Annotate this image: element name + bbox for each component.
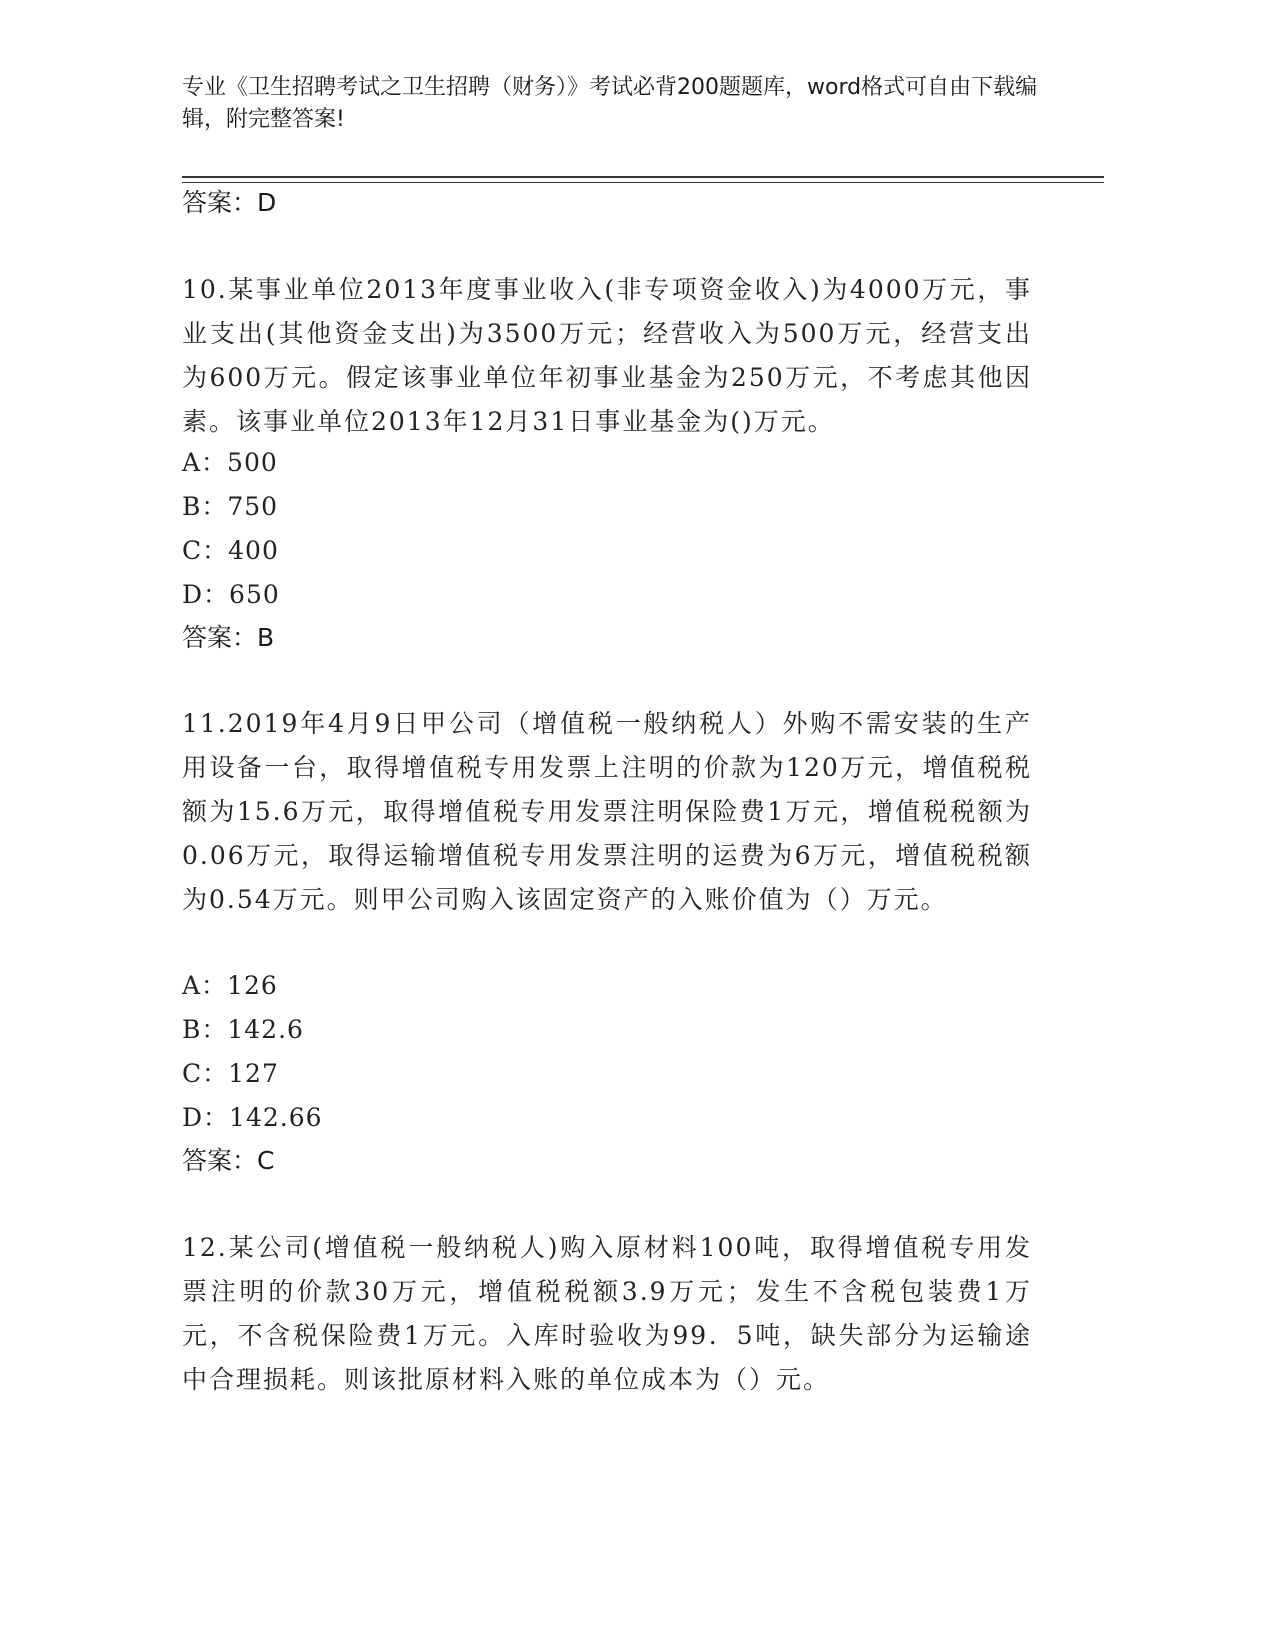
question-10-option-d: D：650 — [182, 580, 280, 609]
question-12-text: 12.某公司(增值税一般纳税人)购入原材料100吨，取得增值税专用发票注明的价款30万元，增值税税额3.9万元；发生不含税包装费1万元，不含税保险费1万元。入库时验收为99．5吨，缺失部分为运输途中合理损耗。则该批原材料入账的单位成本为（）元。 — [182, 1233, 1032, 1394]
question-10-option-b: B：750 — [182, 492, 279, 521]
header-divider-secondary — [182, 182, 1104, 183]
question-10-answer: 答案：B — [182, 623, 275, 652]
header-divider — [182, 176, 1104, 178]
question-11-option-d: D：142.66 — [182, 1103, 323, 1132]
question-10-option-a: A：500 — [182, 448, 278, 477]
question-10-option-c: C：400 — [182, 536, 279, 565]
question-11-option-c: C：127 — [182, 1059, 279, 1088]
answer-prev: 答案：D — [182, 188, 277, 217]
question-11-answer: 答案：C — [182, 1146, 275, 1175]
question-11-option-a: A：126 — [182, 971, 278, 1000]
question-10-text: 10.某事业单位2013年度事业收入(非专项资金收入)为4000万元，事业支出(其他资金支出)为3500万元；经营收入为500万元，经营支出为600万元。假定该事业单位年初事业基金为250万元，不考虑其他因素。该事业单位2013年12月31日事业基金为()万元。 — [182, 275, 1032, 436]
question-11-text: 11.2019年4月9日甲公司（增值税一般纳税人）外购不需安装的生产用设备一台，取得增值税专用发票上注明的价款为120万元，增值税税额为15.6万元，取得增值税专用发票注明保险费1万元，增值税税额为0.06万元，取得运输增值税专用发票注明的运费为6万元，增值税税额为0.54万元。则甲公司购入该固定资产的入账价值为（）万元。 — [182, 709, 1032, 914]
question-11-option-b: B：142.6 — [182, 1015, 304, 1044]
page-header-text: 专业《卫生招聘考试之卫生招聘（财务）》考试必背200题题库，word格式可自由下载编辑，附完整答案! — [182, 75, 1038, 132]
